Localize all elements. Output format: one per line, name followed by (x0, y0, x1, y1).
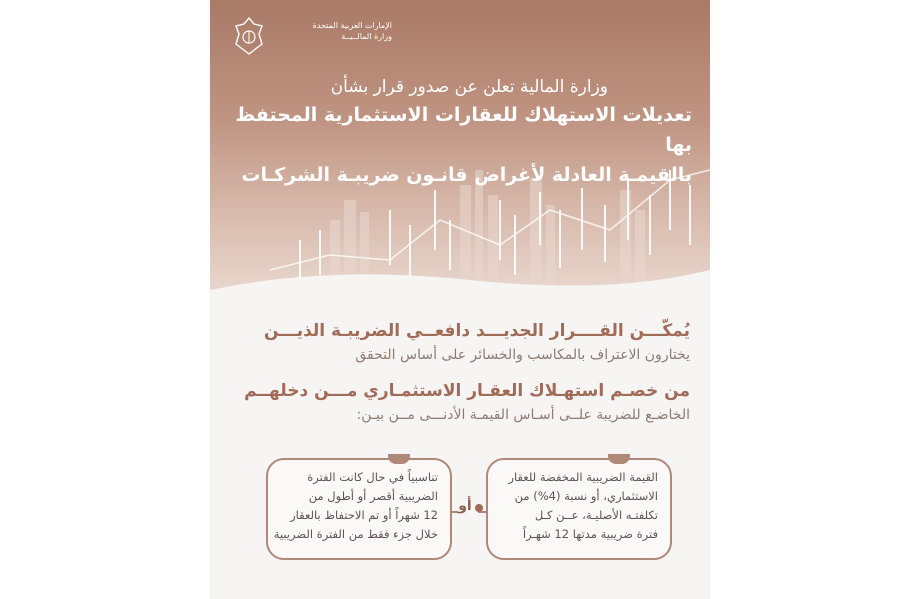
option-card-reduced-value (486, 458, 672, 560)
ministry-line-2: وزارة المالــيــة (341, 32, 392, 41)
uae-emblem-icon (232, 16, 266, 56)
option-b-line-3: 12 شهراً أو تم الاحتفاظ بالعقار (290, 508, 438, 522)
paragraph-1-light: يختارون الاعتراف بالمكاسب والخسائر على أساس التحقق (355, 347, 690, 363)
or-connector (457, 496, 487, 520)
option-b-line-1: تناسبياً في حال كانت الفترة (307, 470, 438, 484)
headline (230, 74, 692, 190)
paragraph-2-strong: من خصـم استهـلاك العقـار الاستثمـاري مـــن دخلهــم (244, 381, 690, 401)
ministry-line-1: الإمارات العربية المتحدة (312, 21, 392, 30)
ministry-name (272, 20, 392, 42)
announcement-poster (210, 0, 710, 599)
option-b-line-2: الضريبية أقصر أو أطول من (308, 489, 438, 503)
hero-wave-divider (210, 240, 710, 320)
headline-line-2: تعديلات الاستهلاك للعقارات الاستثمارية المحتفظ بها (235, 104, 692, 156)
card-tab-decoration (608, 454, 630, 464)
option-card-proportional (266, 458, 452, 560)
headline-line-3: بالقيمـة العادلة لأغراض قانـون ضريبـة الشركـات (241, 164, 692, 186)
body-text (240, 318, 690, 426)
headline-line-1: وزارة المالية تعلن عن صدور قرار بشأن (330, 77, 608, 97)
option-a-line-1: القيمة الضريبية المخفضة للعقار (508, 470, 658, 484)
option-b-line-4: خلال جزء فقط من الفترة الضريبية (273, 527, 438, 541)
option-a-line-2: الاستثماري، أو نسبة (4%) من (514, 489, 658, 503)
paragraph-2-light: الخاضـع للضريبة علــى أسـاس القيمـة الأدنـــى مــن بيـن: (356, 407, 690, 423)
hero-banner (210, 0, 710, 300)
card-tab-decoration (388, 454, 410, 464)
option-a-line-4: فترة ضريبية مدتها 12 شهـراً (522, 527, 658, 541)
option-a-line-3: تكلفتـه الأصليـة، عــن كـل (534, 508, 658, 522)
or-label: أو (458, 498, 472, 514)
paragraph-1-strong: يُمكّـــن القــــرار الجديـــد دافعــي الضريبـة الذيـــن (263, 321, 690, 341)
connector-dot-icon (475, 504, 483, 512)
